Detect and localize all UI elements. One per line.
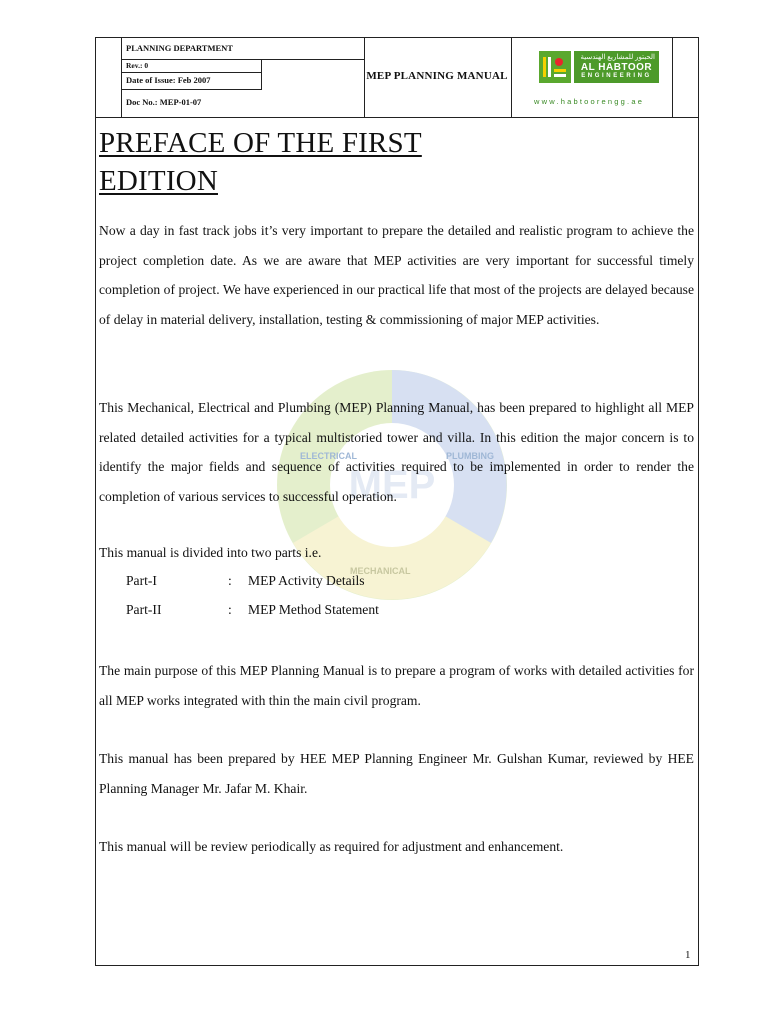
- heading-line-1: PREFACE OF THE FIRST: [99, 127, 422, 159]
- paragraph-authors: This manual has been prepared by HEE MEP Planning Engineer Mr. Gulshan Kumar, reviewed by HEE Planning Manager Mr. Jafar M. Khair.: [99, 751, 694, 796]
- paragraph-scope: This Mechanical, Electrical and Plumbing (MEP) Planning Manual, has been prepared to highlight all MEP related detailed activities for a typical multistoried tower and villa. In this edition the major concern is to identify the major fields and sequence of activities required to be implemented in order to render the completion of various services to successful operation.: [99, 400, 694, 504]
- heading-line-2: EDITION: [99, 165, 218, 197]
- header-title-cell: [365, 38, 509, 117]
- part-colon: :: [228, 602, 232, 617]
- watermark-mechanical: MECHANICAL: [350, 566, 411, 576]
- company-logo-badge: [574, 51, 659, 83]
- list-item: [126, 602, 426, 622]
- issue-date-label: Date of Issue: Feb 2007: [126, 75, 211, 85]
- part-label: Part-I: [126, 573, 157, 588]
- department-label: PLANNING DEPARTMENT: [126, 43, 233, 53]
- paragraph-review: This manual will be review periodically as required for adjustment and enhancement.: [99, 839, 564, 854]
- company-logo-icon: [539, 51, 571, 83]
- part-value: MEP Activity Details: [248, 573, 365, 588]
- document-header: [96, 38, 698, 118]
- paragraph-intro: Now a day in fast track jobs it’s very important to prepare the detailed and realistic program to achieve the project completion date. As we are aware that MEP activities are very important for successful timely completion of project. We have experienced in our practical life that most of the projects are delayed because of delay in material delivery, installation, testing & commissioning of major MEP activities.: [99, 223, 694, 327]
- doc-number-label: Doc No.: MEP-01-07: [126, 97, 202, 107]
- watermark-plumbing: PLUMBING: [446, 451, 494, 461]
- logo-arabic-text: الحبتور للمشاريع الهندسية: [580, 54, 655, 61]
- manual-title: MEP PLANNING MANUAL: [366, 70, 508, 82]
- company-url: www.habtoorengg.ae: [534, 97, 645, 106]
- paragraph-purpose: The main purpose of this MEP Planning Manual is to prepare a program of works with detailed activities for all MEP works integrated with thin the main civil program.: [99, 663, 694, 708]
- paragraph-parts-intro: This manual is divided into two parts i.e.: [99, 545, 322, 560]
- revision-label: Rev.: 0: [126, 61, 149, 70]
- page-heading: [99, 124, 519, 200]
- document-control-block: [121, 38, 365, 117]
- page-number: 1: [685, 949, 691, 961]
- logo-sub-text: ENGINEERING: [581, 73, 652, 79]
- watermark-electrical: ELECTRICAL: [300, 451, 357, 461]
- logo-brand-text: AL HABTOOR: [580, 62, 653, 73]
- list-item: [126, 573, 426, 593]
- part-label: Part-II: [126, 602, 162, 617]
- watermark-center: MEP: [348, 463, 436, 507]
- part-colon: :: [228, 573, 232, 588]
- part-value: MEP Method Statement: [248, 602, 379, 617]
- company-logo-cell: [511, 38, 673, 117]
